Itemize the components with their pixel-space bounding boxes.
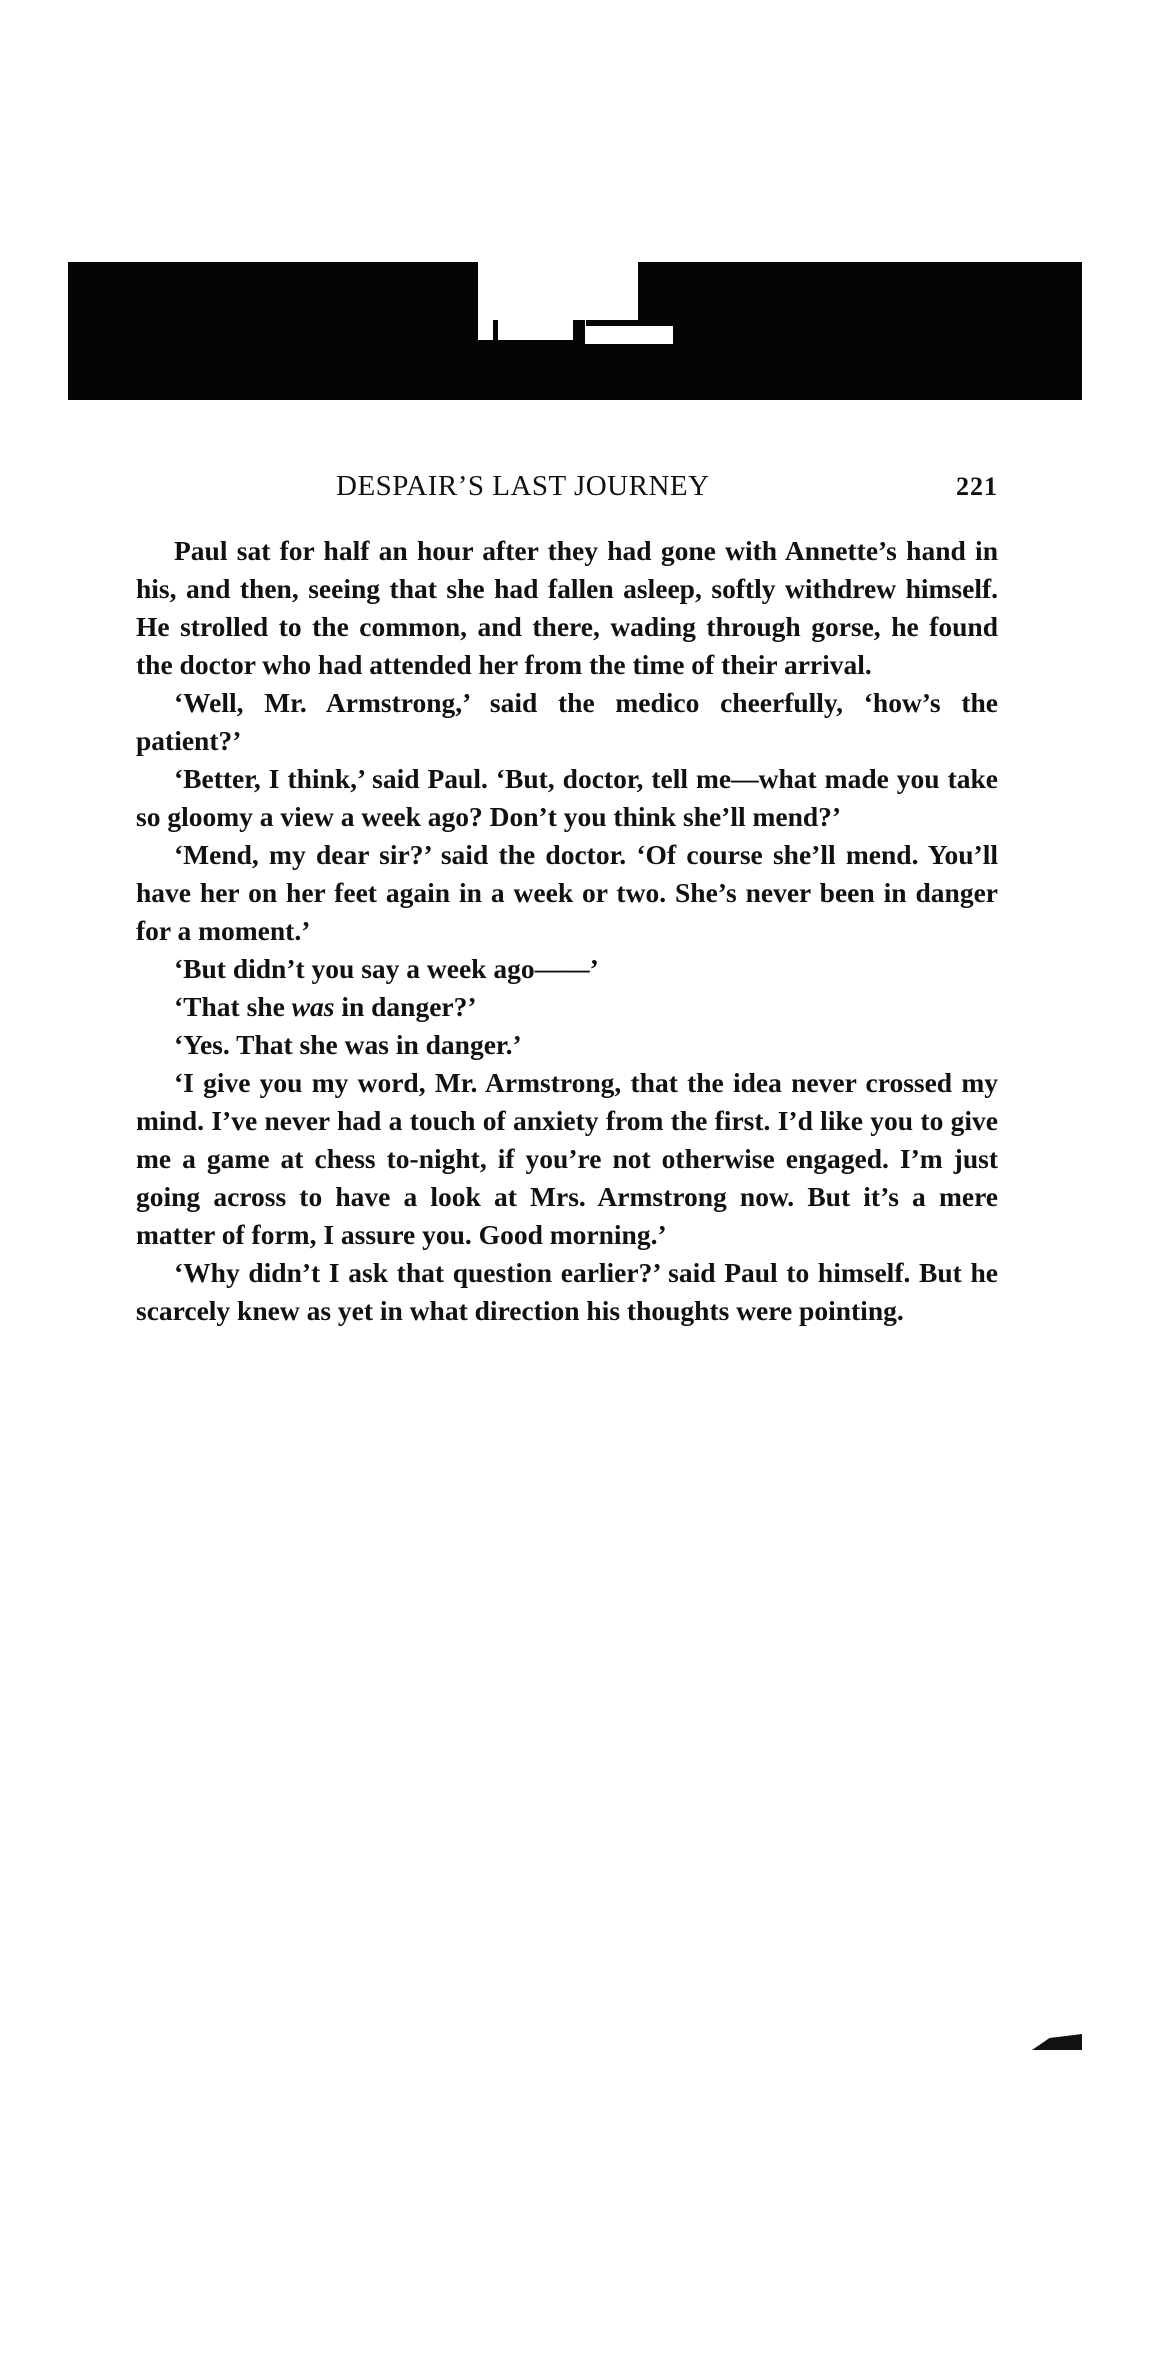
paragraph-text: in danger?’ [334, 991, 477, 1022]
paragraph-text: ‘That she [174, 991, 292, 1022]
body-text [136, 532, 998, 1330]
scan-artifact-divider [573, 320, 585, 344]
scan-artifact-band [68, 262, 1082, 400]
paragraph: Paul sat for half an hour after they had gone with Annette’s hand in his, and then, seeing that she had fallen asleep, softly withdrew himself. He strolled to the common, and there, wading through gorse, he found the doctor who had attended her from the time of their arrival. [136, 535, 998, 680]
scan-artifact-notch-right [583, 326, 673, 344]
scan-artifact-notch [478, 262, 638, 320]
emphasized-word: was [291, 991, 335, 1022]
paragraph: ‘Better, I think,’ said Paul. ‘But, doctor, tell me—what made you take so gloomy a view a week ago? Don’t you think she’ll mend?’ [136, 763, 998, 832]
paragraph: ‘Well, Mr. Armstrong,’ said the medico cheerfully, ‘how’s the patient?’ [136, 687, 998, 756]
paragraph: ‘I give you my word, Mr. Armstrong, that the idea never crossed my mind. I’ve never had a touch of anxiety from the first. I’d like you to give me a game at chess to-night, if you’re not otherwise engaged. I’m just going across to have a look at Mrs. Armstrong now. But it’s a mere matter of form, I assure you. Good morning.’ [136, 1067, 998, 1250]
scan-artifact-line [493, 320, 498, 342]
running-head [136, 470, 998, 510]
scan-corner-mark [1032, 2034, 1082, 2050]
paragraph: ‘But didn’t you say a week ago——’ [174, 953, 599, 984]
running-title: DESPAIR’S LAST JOURNEY [336, 470, 710, 502]
paragraph: ‘Yes. That she was in danger.’ [174, 1029, 522, 1060]
paragraph: ‘Mend, my dear sir?’ said the doctor. ‘Of course she’ll mend. You’ll have her on her feet again in a week or two. She’s never been in danger for a moment.’ [136, 839, 998, 946]
paragraph: ‘Why didn’t I ask that question earlier?’ said Paul to himself. But he scarcely knew as yet in what direction his thoughts were pointing. [136, 1257, 998, 1326]
page-number: 221 [956, 472, 998, 501]
paragraph [136, 988, 998, 1026]
